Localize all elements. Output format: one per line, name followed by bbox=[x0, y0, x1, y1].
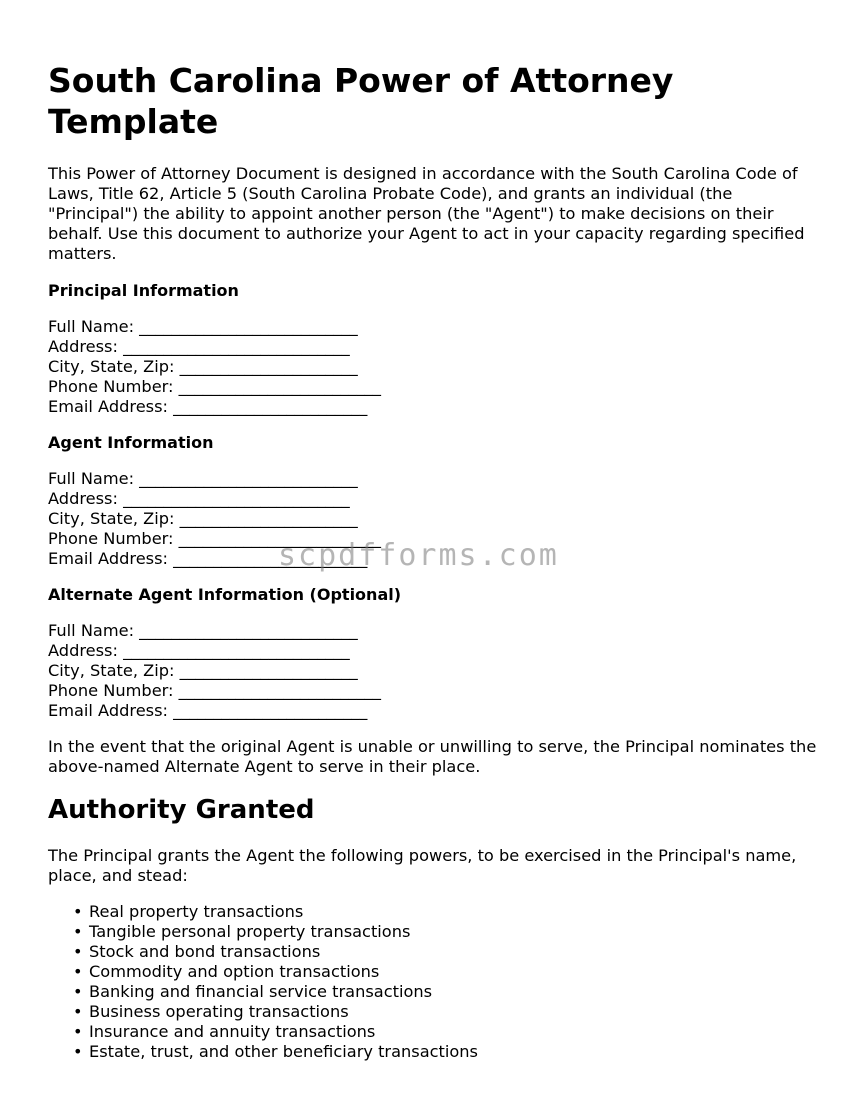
principal-address-field[interactable]: Address: ____________________________ bbox=[48, 337, 350, 356]
agent-section bbox=[48, 433, 818, 569]
list-item bbox=[73, 1042, 818, 1062]
agent-phone-field[interactable]: Phone Number: _________________________ bbox=[48, 529, 381, 548]
agent-full-name-field[interactable]: Full Name: ___________________________ bbox=[48, 469, 358, 488]
bullet-icon: • bbox=[73, 922, 83, 941]
principal-city-state-zip-field[interactable]: City, State, Zip: ______________________ bbox=[48, 357, 358, 376]
list-item bbox=[73, 902, 818, 922]
principal-section bbox=[48, 281, 818, 417]
watermark: scpdfforms.com bbox=[278, 538, 559, 573]
power-label: Business operating transactions bbox=[89, 1002, 349, 1021]
document-page bbox=[48, 60, 818, 1062]
principal-full-name-field[interactable]: Full Name: ___________________________ bbox=[48, 317, 358, 336]
list-item bbox=[73, 922, 818, 942]
power-label: Estate, trust, and other beneficiary transactions bbox=[89, 1042, 478, 1061]
alternate-agent-city-state-zip-field[interactable]: City, State, Zip: ______________________ bbox=[48, 661, 358, 680]
list-item bbox=[73, 1002, 818, 1022]
bullet-icon: • bbox=[73, 1002, 83, 1021]
alternate-agent-full-name-field[interactable]: Full Name: ___________________________ bbox=[48, 621, 358, 640]
principal-email-field[interactable]: Email Address: ________________________ bbox=[48, 397, 368, 416]
authority-section bbox=[48, 794, 818, 1062]
power-label: Banking and financial service transactions bbox=[89, 982, 433, 1001]
authority-heading: Authority Granted bbox=[48, 795, 315, 825]
agent-city-state-zip-field[interactable]: City, State, Zip: ______________________ bbox=[48, 509, 358, 528]
list-item bbox=[73, 1022, 818, 1042]
list-item bbox=[73, 982, 818, 1002]
document-title: South Carolina Power of Attorney Template bbox=[48, 61, 674, 141]
bullet-icon: • bbox=[73, 1022, 83, 1041]
agent-heading: Agent Information bbox=[48, 433, 214, 452]
alternate-agent-note: In the event that the original Agent is unable or unwilling to serve, the Principal nominates the above-named Alternate Agent to serve in their place. bbox=[48, 737, 817, 776]
principal-heading: Principal Information bbox=[48, 281, 239, 300]
alternate-agent-address-field[interactable]: Address: ____________________________ bbox=[48, 641, 350, 660]
agent-fields bbox=[48, 469, 818, 569]
bullet-icon: • bbox=[73, 902, 83, 921]
list-item bbox=[73, 962, 818, 982]
bullet-icon: • bbox=[73, 942, 83, 961]
agent-address-field[interactable]: Address: ____________________________ bbox=[48, 489, 350, 508]
authority-intro: The Principal grants the Agent the following powers, to be exercised in the Principal's name, place, and stead: bbox=[48, 846, 797, 885]
power-label: Commodity and option transactions bbox=[89, 962, 380, 981]
alternate-agent-heading: Alternate Agent Information (Optional) bbox=[48, 585, 402, 604]
list-item bbox=[73, 942, 818, 962]
principal-fields bbox=[48, 317, 818, 417]
alternate-agent-phone-field[interactable]: Phone Number: _________________________ bbox=[48, 681, 381, 700]
intro-paragraph: This Power of Attorney Document is designed in accordance with the South Carolina Code of Laws, Title 62, Article 5 (South Carolina Probate Code), and grants an individual (the "Principal") the ability to appoint another person (the "Agent") to make decisions on their behalf. Use this document to authorize your Agent to act in your capacity regarding specified matters. bbox=[48, 164, 805, 263]
power-label: Tangible personal property transactions bbox=[89, 922, 411, 941]
powers-list bbox=[48, 902, 818, 1062]
bullet-icon: • bbox=[73, 1042, 83, 1061]
bullet-icon: • bbox=[73, 982, 83, 1001]
alternate-agent-email-field[interactable]: Email Address: ________________________ bbox=[48, 701, 368, 720]
power-label: Insurance and annuity transactions bbox=[89, 1022, 376, 1041]
bullet-icon: • bbox=[73, 962, 83, 981]
alternate-agent-section bbox=[48, 585, 818, 721]
alternate-agent-fields bbox=[48, 621, 818, 721]
power-label: Real property transactions bbox=[89, 902, 304, 921]
power-label: Stock and bond transactions bbox=[89, 942, 321, 961]
principal-phone-field[interactable]: Phone Number: _________________________ bbox=[48, 377, 381, 396]
agent-email-field[interactable]: Email Address: ________________________ bbox=[48, 549, 368, 568]
